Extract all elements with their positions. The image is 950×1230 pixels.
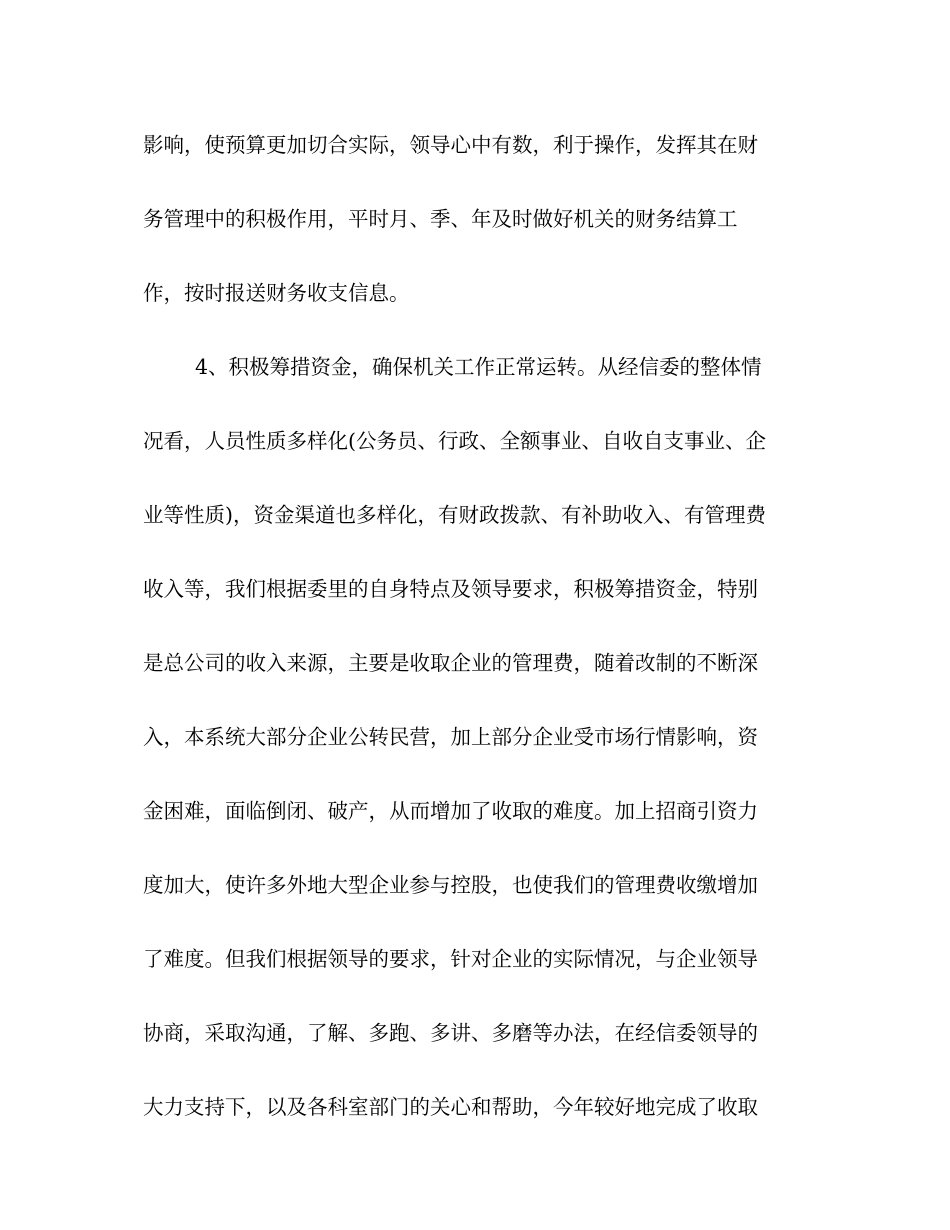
text-line: 务管理中的积极作用，平时月、季、年及时做好机关的财务结算工: [143, 207, 738, 231]
text-line: 是总公司的收入来源，主要是收取企业的管理费，随着改制的不断深: [143, 651, 758, 675]
document-body: [143, 120, 813, 1156]
text-line: 度加大，使许多外地大型企业参与控股，也使我们的管理费收缴增加: [143, 873, 758, 897]
paragraph-start-line: 4、积极筹措资金，确保机关工作正常运转。从经信委的整体情: [195, 355, 762, 379]
text-line: 入，本系统大部分企业公转民营，加上部分企业受市场行情影响，资: [143, 725, 758, 749]
text-line: 协商，采取沟通，了解、多跑、多讲、多磨等办法，在经信委领导的: [143, 1021, 758, 1045]
text-line: 影响，使预算更加切合实际，领导心中有数，利于操作，发挥其在财: [143, 133, 758, 157]
text-line: 收入等，我们根据委里的自身特点及领导要求，积极筹措资金，特别: [143, 577, 758, 601]
text-line: 作，按时报送财务收支信息。: [143, 281, 410, 305]
text-line: 了难度。但我们根据领导的要求，针对企业的实际情况，与企业领导: [143, 947, 758, 971]
text-line: 况看，人员性质多样化(公务员、行政、全额事业、自收自支事业、企: [143, 429, 766, 453]
text-line: 大力支持下，以及各科室部门的关心和帮助，今年较好地完成了收取: [143, 1095, 758, 1119]
text-line: 业等性质)，资金渠道也多样化，有财政拨款、有补助收入、有管理费: [143, 503, 766, 527]
text-line: 金困难，面临倒闭、破产，从而增加了收取的难度。加上招商引资力: [143, 799, 758, 823]
